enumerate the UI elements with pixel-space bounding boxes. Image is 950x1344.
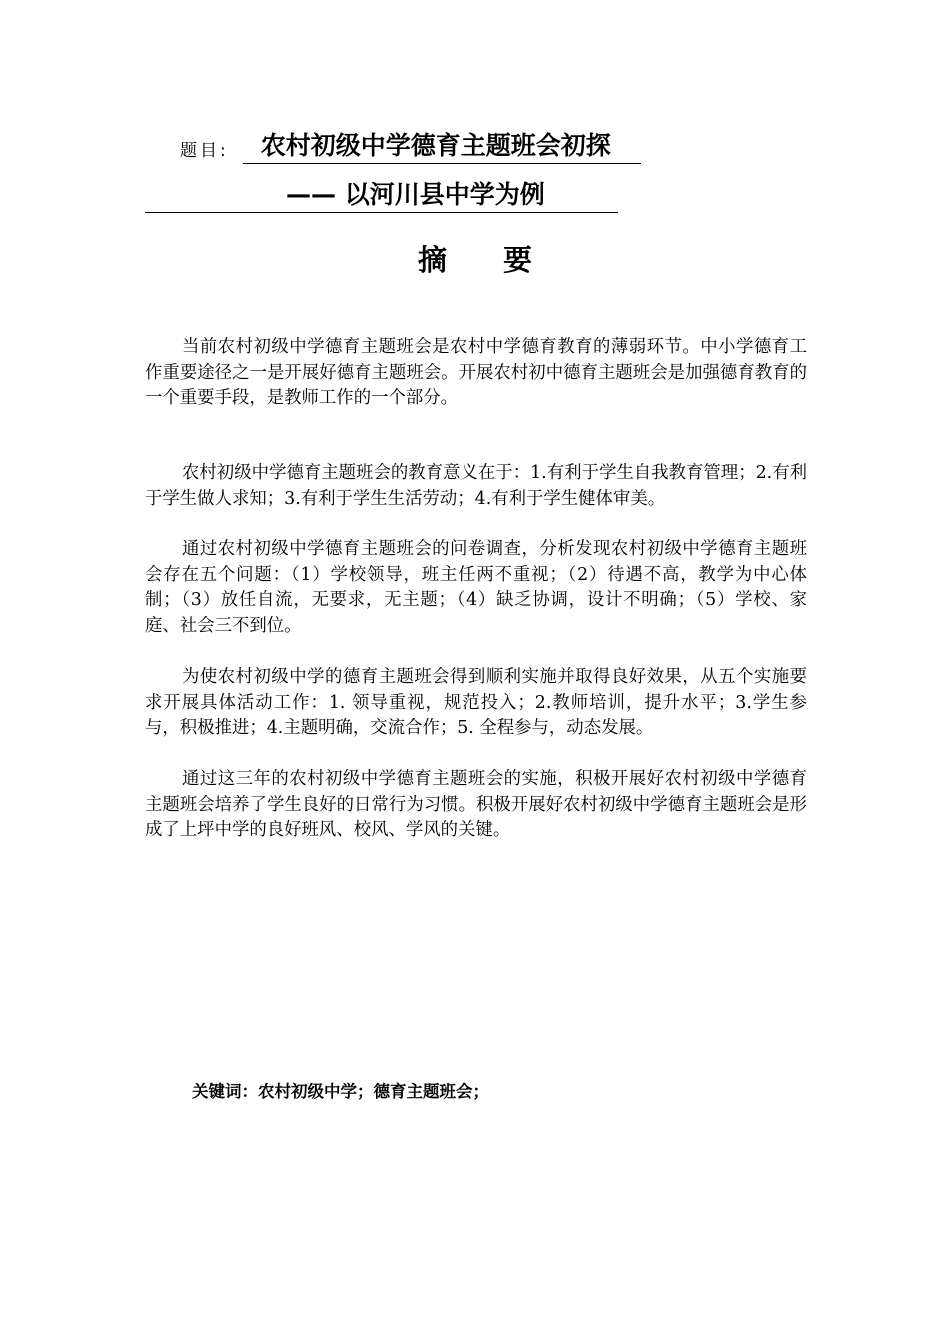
keywords-line: 关键词：农村初级中学；德育主题班会； [192, 1082, 489, 1101]
abstract-paragraph-3: 通过农村初级中学德育主题班会的问卷调查，分析发现农村初级中学德育主题班会存在五个问题：（1）学校领导，班主任两不重视；（2）待遇不高，教学为中心体制；（3）放任自流，无要求，无主题；（4）缺乏协调，设计不明确；（5）学校、家庭、社会三不到位。 [145, 539, 807, 637]
abstract-paragraph-2: 农村初级中学德育主题班会的教育意义在于：1.有利于学生自我教育管理；2.有利于学生做人求知；3.有利于学生生活劳动；4.有利于学生健体审美。 [145, 463, 807, 509]
subtitle-row [145, 176, 618, 213]
title-row [180, 124, 641, 164]
abstract-paragraph-4: 为使农村初级中学的德育主题班会得到顺利实施并取得良好效果，从五个实施要求开展具体活动工作：1. 领导重视，规范投入；2.教师培训，提升水平；3.学生参与，积极推进；4.主题明确，交流合作；5. 全程参与，动态发展。 [145, 667, 807, 739]
abstract-paragraph-5: 通过这三年的农村初级中学德育主题班会的实施，积极开展好农村初级中学德育主题班会培养了学生良好的日常行为习惯。积极开展好农村初级中学德育主题班会是形成了上坪中学的良好班风、校风、学风的关键。 [145, 769, 807, 841]
title-label: 题目: [180, 141, 229, 161]
document-subtitle: —— 以河川县中学为例 [286, 180, 545, 209]
abstract-heading: 摘要 [417, 243, 588, 277]
document-title: 农村初级中学德育主题班会初探 [243, 129, 641, 164]
abstract-paragraph-1: 当前农村初级中学德育主题班会是农村中学德育教育的薄弱环节。中小学德育工作重要途径之一是开展好德育主题班会。开展农村初中德育主题班会是加强德育教育的一个重要手段，是教师工作的一个部分。 [145, 337, 807, 409]
